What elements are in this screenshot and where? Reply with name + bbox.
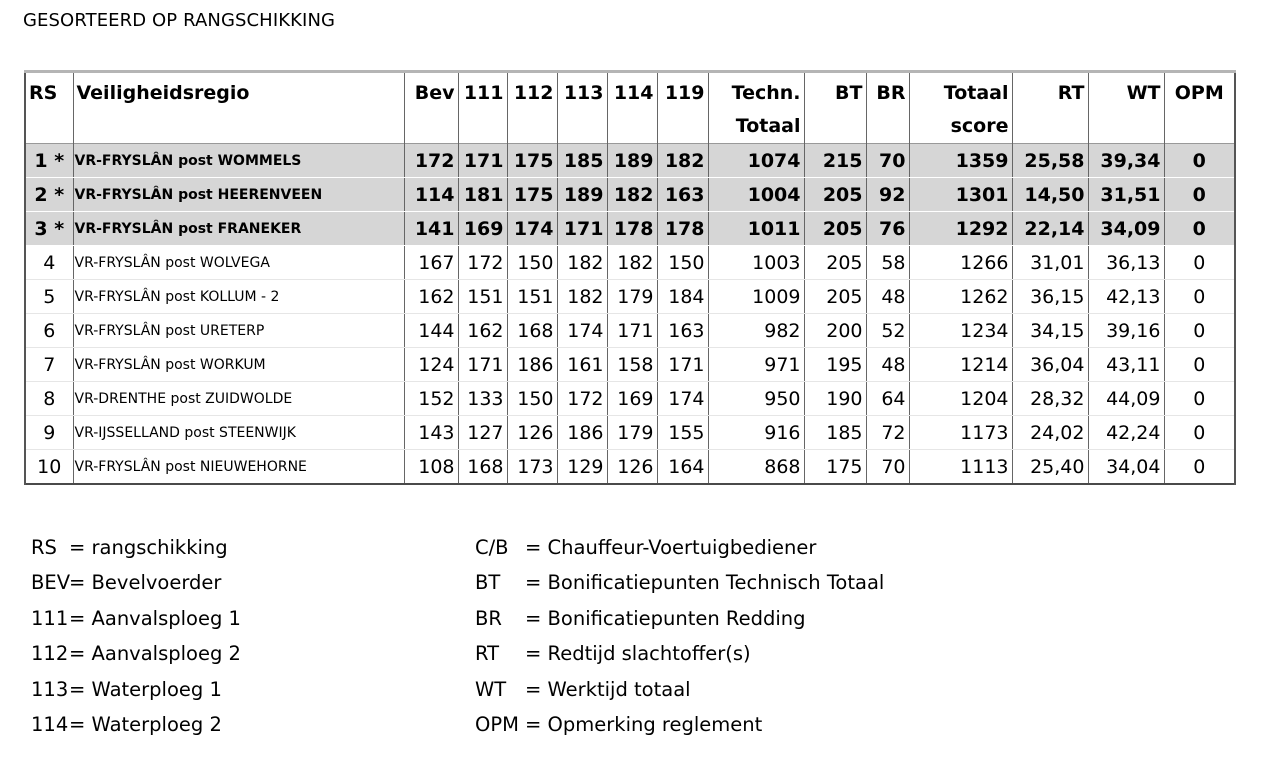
cell-veiligheidsregio: VR-DRENTHE post ZUIDWOLDE [73,382,404,416]
legend-item [31,604,241,639]
cell-wt: 36,13 [1088,246,1164,280]
cell-113: 185 [557,144,607,178]
cell-opm: 0 [1164,416,1235,450]
table-row [25,416,1235,450]
cell-113: 189 [557,178,607,212]
cell-rs: 8 [25,382,73,416]
cell-opm: 0 [1164,178,1235,212]
cell-rt: 24,02 [1012,416,1088,450]
cell-rs: 5 [25,280,73,314]
header-techn-line2: Totaal [735,115,801,137]
cell-bev: 143 [404,416,458,450]
cell-wt: 42,13 [1088,280,1164,314]
header-rs: RS [25,72,73,144]
table-row [25,212,1235,246]
cell-111: 162 [458,314,507,348]
cell-opm: 0 [1164,348,1235,382]
cell-wt: 31,51 [1088,178,1164,212]
legend-description: = Aanvalsploeg 1 [69,606,241,630]
cell-112: 186 [507,348,557,382]
cell-br: 92 [866,178,909,212]
cell-bt: 195 [804,348,866,382]
legend-key: RT [475,642,500,666]
cell-bev: 144 [404,314,458,348]
cell-112: 168 [507,314,557,348]
cell-112: 150 [507,246,557,280]
header-techn-line1: Techn. [731,82,801,104]
cell-bt: 200 [804,314,866,348]
header-bev: Bev [404,72,458,144]
cell-br: 70 [866,144,909,178]
cell-opm: 0 [1164,212,1235,246]
cell-bt: 205 [804,280,866,314]
header-114: 114 [607,72,657,144]
cell-bt: 205 [804,212,866,246]
legend-item [31,710,241,745]
header-veiligheidsregio: Veiligheidsregio [73,72,404,144]
header-totaal-score [909,72,1012,144]
cell-112: 150 [507,382,557,416]
cell-veiligheidsregio: VR-FRYSLÂN post WOLVEGA [73,246,404,280]
cell-br: 64 [866,382,909,416]
cell-rs: 3 * [25,212,73,246]
cell-111: 168 [458,450,507,485]
cell-113: 182 [557,280,607,314]
header-br: BR [866,72,909,144]
legend-description: = Bevelvoerder [69,571,222,595]
legend-key: 111 [31,606,69,630]
cell-bev: 124 [404,348,458,382]
cell-br: 58 [866,246,909,280]
cell-rs: 6 [25,314,73,348]
header-112: 112 [507,72,557,144]
legend-item [475,533,884,568]
legend-description: = Bonificatiepunten Redding [525,606,806,630]
cell-rt: 22,14 [1012,212,1088,246]
cell-veiligheidsregio: VR-FRYSLÂN post URETERP [73,314,404,348]
cell-br: 76 [866,212,909,246]
cell-totaal-score: 1301 [909,178,1012,212]
header-wt: WT [1088,72,1164,144]
cell-114: 158 [607,348,657,382]
header-119: 119 [657,72,708,144]
legend-key: BT [475,571,501,595]
header-techn-totaal [708,72,804,144]
cell-rt: 36,15 [1012,280,1088,314]
cell-veiligheidsregio: VR-IJSSELLAND post STEENWIJK [73,416,404,450]
legend-description: = Bonificatiepunten Technisch Totaal [525,571,885,595]
cell-wt: 42,24 [1088,416,1164,450]
cell-br: 48 [866,280,909,314]
legend-key: 114 [31,712,69,736]
legend-description: = Chauffeur-Voertuigbediener [525,536,817,559]
cell-rs: 10 [25,450,73,485]
cell-114: 178 [607,212,657,246]
header-totaal-line2: score [950,115,1009,137]
cell-opm: 0 [1164,314,1235,348]
cell-totaal-score: 1113 [909,450,1012,485]
legend-key: WT [475,677,507,701]
legend-item [475,604,884,639]
cell-114: 189 [607,144,657,178]
cell-techn-totaal: 971 [708,348,804,382]
cell-rt: 28,32 [1012,382,1088,416]
cell-bt: 215 [804,144,866,178]
cell-opm: 0 [1164,280,1235,314]
cell-119: 171 [657,348,708,382]
legend-item [475,639,884,674]
cell-rs: 4 [25,246,73,280]
legend-left [31,533,241,745]
cell-113: 129 [557,450,607,485]
cell-totaal-score: 1359 [909,144,1012,178]
cell-119: 163 [657,314,708,348]
table-row [25,280,1235,314]
cell-wt: 34,09 [1088,212,1164,246]
cell-rs: 9 [25,416,73,450]
legend-item [31,568,241,603]
cell-veiligheidsregio: VR-FRYSLÂN post FRANEKER [73,212,404,246]
cell-bev: 167 [404,246,458,280]
cell-113: 182 [557,246,607,280]
cell-bt: 205 [804,178,866,212]
cell-wt: 44,09 [1088,382,1164,416]
cell-114: 126 [607,450,657,485]
cell-veiligheidsregio: VR-FRYSLÂN post WOMMELS [73,144,404,178]
cell-119: 164 [657,450,708,485]
legend-item [475,675,884,710]
cell-rt: 14,50 [1012,178,1088,212]
cell-totaal-score: 1292 [909,212,1012,246]
cell-bev: 141 [404,212,458,246]
header-rt: RT [1012,72,1088,144]
table-row [25,348,1235,382]
cell-111: 133 [458,382,507,416]
cell-bt: 205 [804,246,866,280]
table-row [25,314,1235,348]
cell-119: 150 [657,246,708,280]
cell-112: 175 [507,178,557,212]
page-heading: GESORTEERD OP RANGSCHIKKING [23,10,336,31]
cell-techn-totaal: 1003 [708,246,804,280]
cell-111: 127 [458,416,507,450]
table-body [25,144,1235,485]
cell-111: 181 [458,178,507,212]
cell-totaal-score: 1266 [909,246,1012,280]
cell-techn-totaal: 916 [708,416,804,450]
cell-veiligheidsregio: VR-FRYSLÂN post WORKUM [73,348,404,382]
cell-bev: 172 [404,144,458,178]
cell-techn-totaal: 950 [708,382,804,416]
cell-opm: 0 [1164,144,1235,178]
cell-114: 171 [607,314,657,348]
cell-119: 163 [657,178,708,212]
cell-111: 172 [458,246,507,280]
cell-wt: 39,16 [1088,314,1164,348]
cell-119: 178 [657,212,708,246]
cell-119: 174 [657,382,708,416]
legend-key: BR [475,606,502,630]
cell-112: 174 [507,212,557,246]
cell-opm: 0 [1164,450,1235,485]
legend-description: = Waterploeg 1 [69,677,222,701]
legend-key: BEV [31,571,71,595]
cell-bt: 175 [804,450,866,485]
cell-114: 169 [607,382,657,416]
legend-key: OPM [475,712,519,736]
cell-112: 175 [507,144,557,178]
table-row [25,178,1235,212]
cell-114: 182 [607,178,657,212]
cell-119: 184 [657,280,708,314]
cell-111: 151 [458,280,507,314]
cell-wt: 43,11 [1088,348,1164,382]
cell-111: 171 [458,348,507,382]
legend-item [475,710,884,745]
table-row [25,246,1235,280]
legend-item [475,568,884,603]
cell-techn-totaal: 982 [708,314,804,348]
cell-rt: 36,04 [1012,348,1088,382]
cell-totaal-score: 1204 [909,382,1012,416]
cell-114: 179 [607,280,657,314]
cell-techn-totaal: 868 [708,450,804,485]
cell-rt: 31,01 [1012,246,1088,280]
cell-111: 169 [458,212,507,246]
cell-techn-totaal: 1004 [708,178,804,212]
cell-113: 172 [557,382,607,416]
cell-wt: 39,34 [1088,144,1164,178]
cell-112: 126 [507,416,557,450]
cell-techn-totaal: 1011 [708,212,804,246]
cell-113: 186 [557,416,607,450]
cell-rt: 34,15 [1012,314,1088,348]
cell-113: 161 [557,348,607,382]
cell-bt: 190 [804,382,866,416]
cell-rt: 25,40 [1012,450,1088,485]
cell-rs: 2 * [25,178,73,212]
cell-bev: 114 [404,178,458,212]
table-row [25,144,1235,178]
legend-description: = Werktijd totaal [525,677,691,701]
cell-rs: 1 * [25,144,73,178]
header-113: 113 [557,72,607,144]
cell-br: 70 [866,450,909,485]
cell-totaal-score: 1262 [909,280,1012,314]
cell-119: 182 [657,144,708,178]
header-opm: OPM [1164,72,1235,144]
legend-key: C/B [475,536,509,559]
legend-description: = Opmerking reglement [525,712,763,736]
cell-111: 171 [458,144,507,178]
cell-wt: 34,04 [1088,450,1164,485]
legend-right [475,533,884,745]
cell-opm: 0 [1164,382,1235,416]
legend-description: = Waterploeg 2 [69,712,222,736]
cell-112: 173 [507,450,557,485]
cell-br: 52 [866,314,909,348]
cell-techn-totaal: 1074 [708,144,804,178]
legend-key: RS [31,536,57,559]
legend-key: 113 [31,677,69,701]
header-111: 111 [458,72,507,144]
cell-veiligheidsregio: VR-FRYSLÂN post NIEUWEHORNE [73,450,404,485]
table-row [25,382,1235,416]
cell-114: 182 [607,246,657,280]
legend-description: = rangschikking [69,536,228,559]
cell-br: 72 [866,416,909,450]
header-totaal-line1: Totaal [943,82,1009,104]
cell-bev: 152 [404,382,458,416]
legend-key: 112 [31,642,69,666]
cell-bt: 185 [804,416,866,450]
cell-techn-totaal: 1009 [708,280,804,314]
legend-item [31,639,241,674]
cell-113: 171 [557,212,607,246]
cell-totaal-score: 1214 [909,348,1012,382]
cell-112: 151 [507,280,557,314]
cell-br: 48 [866,348,909,382]
legend-description: = Aanvalsploeg 2 [69,642,241,666]
table-row [25,450,1235,485]
cell-rs: 7 [25,348,73,382]
cell-rt: 25,58 [1012,144,1088,178]
legend-item [31,533,241,568]
cell-totaal-score: 1234 [909,314,1012,348]
legend-item [31,675,241,710]
legend-description: = Redtijd slachtoffer(s) [525,642,751,666]
cell-119: 155 [657,416,708,450]
header-bt: BT [804,72,866,144]
cell-bev: 108 [404,450,458,485]
cell-113: 174 [557,314,607,348]
table-header-row [25,72,1235,144]
ranking-table [24,70,1236,485]
cell-totaal-score: 1173 [909,416,1012,450]
cell-114: 179 [607,416,657,450]
cell-bev: 162 [404,280,458,314]
cell-opm: 0 [1164,246,1235,280]
cell-veiligheidsregio: VR-FRYSLÂN post KOLLUM - 2 [73,280,404,314]
cell-veiligheidsregio: VR-FRYSLÂN post HEERENVEEN [73,178,404,212]
